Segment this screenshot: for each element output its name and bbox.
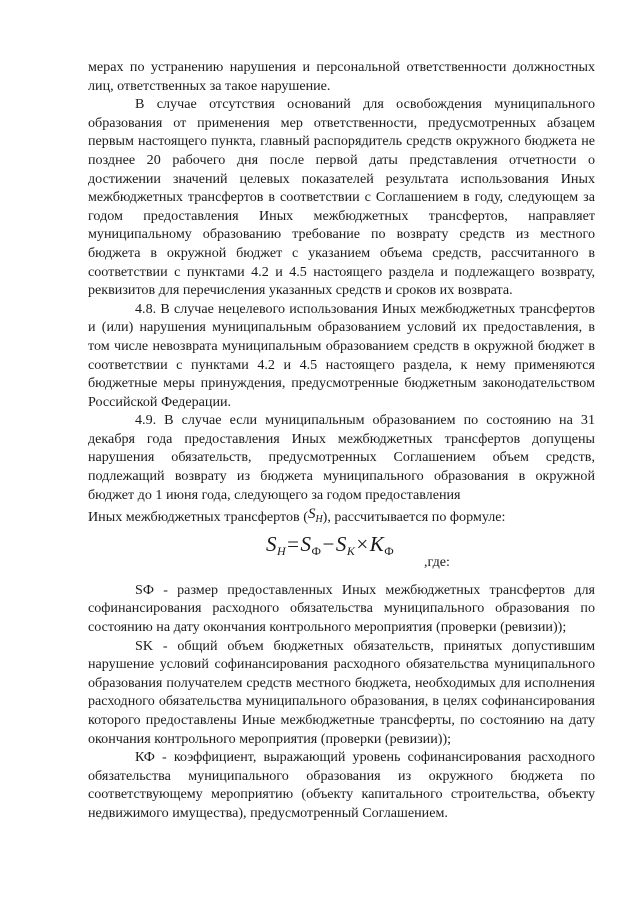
paragraph-4-8: 4.8. В случае нецелевого использования Иных межбюджетных трансфертов и (или) нарушения муниципальным образованием условий их предоставления, в том числе невозврата муниципальным образованием средств в окружной бюджет в соответствии с пунктами 4.2 и 4.5 настоящего раздела, к нему применяются бюджетные меры принуждения, предусмотренные бюджетным законодательством Российской Федерации. [88,300,595,410]
paragraph-continuation: мерах по устранению нарушения и персональной ответственности должностных лиц, ответственных за такое нарушение. [88,59,595,94]
formula-equals: = [287,531,300,556]
paragraph-4-9: 4.9. В случае если муниципальным образованием по состоянию на 31 декабря года предоставления Иных межбюджетных трансфертов допущены нарушения обязательств, предусмотренных Соглашением объем средств, подлежащий возврату из бюджета муниципального образования в окружной бюджет до 1 июня года, следующего за годом предоставления [88,412,595,503]
formula-block [88,531,595,581]
formula-term3-sub: Ф [384,543,395,558]
inline-var-s: S [307,506,316,523]
formula-expression [266,531,395,561]
inline-sub-h: H [315,514,323,526]
formula-times: × [356,531,369,556]
formula-minus: − [322,531,335,556]
definition-sk: SK - общий объем бюджетных обязательств, принятых допустившим нарушение условий софинансирования расходного обязательства муниципального образования получателем средств местного бюджета, необходимых для исполнения расходного обязательства муниципального образования, в целях софинансирования которого предоставлены Иные межбюджетные трансферты, по состоянию на дату окончания контрольного мероприятия (проверки (ревизии)); [88,637,595,747]
definition-sf: SФ - размер предоставленных Иных межбюджетных трансфертов для софинансирования расходного обязательства муниципального образования по состоянию на дату окончания контрольного мероприятия (проверки (ревизии)); [88,581,595,636]
document-page [88,58,595,823]
formula-suffix: ,где: [424,553,450,570]
formula-term2-var: S [335,531,347,556]
formula-term1-var: S [300,531,312,556]
definition-kf: КФ - коэффициент, выражающий уровень софинансирования расходного обязательства муниципального образования из окружного бюджета по соответствующему мероприятию (объекту капитального строительства, объекту недвижимого имущества), предусмотренный Соглашением. [88,749,595,821]
formula-lhs-sub: H [277,543,287,558]
formula-intro-text-start: Иных межбюджетных трансфертов ( [88,509,308,526]
formula-lhs-var: S [266,531,277,556]
formula-intro-text-end: ), рассчитывается по формуле: [322,509,506,526]
formula-term3-var: K [369,531,385,556]
formula-term2-sub: K [346,543,356,558]
inline-formula-sh [308,505,323,530]
formula-intro-line [88,508,595,533]
formula-term1-sub: Ф [311,543,322,558]
paragraph-return-requirement: В случае отсутствия оснований для освобождения муниципального образования от применения мер ответственности, предусмотренных абзацем первым настоящего пункта, главный распорядитель средств окружного бюджета не позднее 20 рабочего дня после первой даты представления отчетности о достижении значений целевых показателей результата использования Иных межбюджетных трансфертов в соответствии с Соглашением в году, следующем за годом предоставления Иных межбюджетных трансфертов, направляет муниципальному образованию требование по возврату средств из местного бюджета в окружной бюджет с указанием объема средств, рассчитанного в соответствии с пунктами 4.2 и 4.5 настоящего раздела и подлежащего возврату, реквизитов для перечисления указанных средств и сроков их возврата. [88,96,595,299]
